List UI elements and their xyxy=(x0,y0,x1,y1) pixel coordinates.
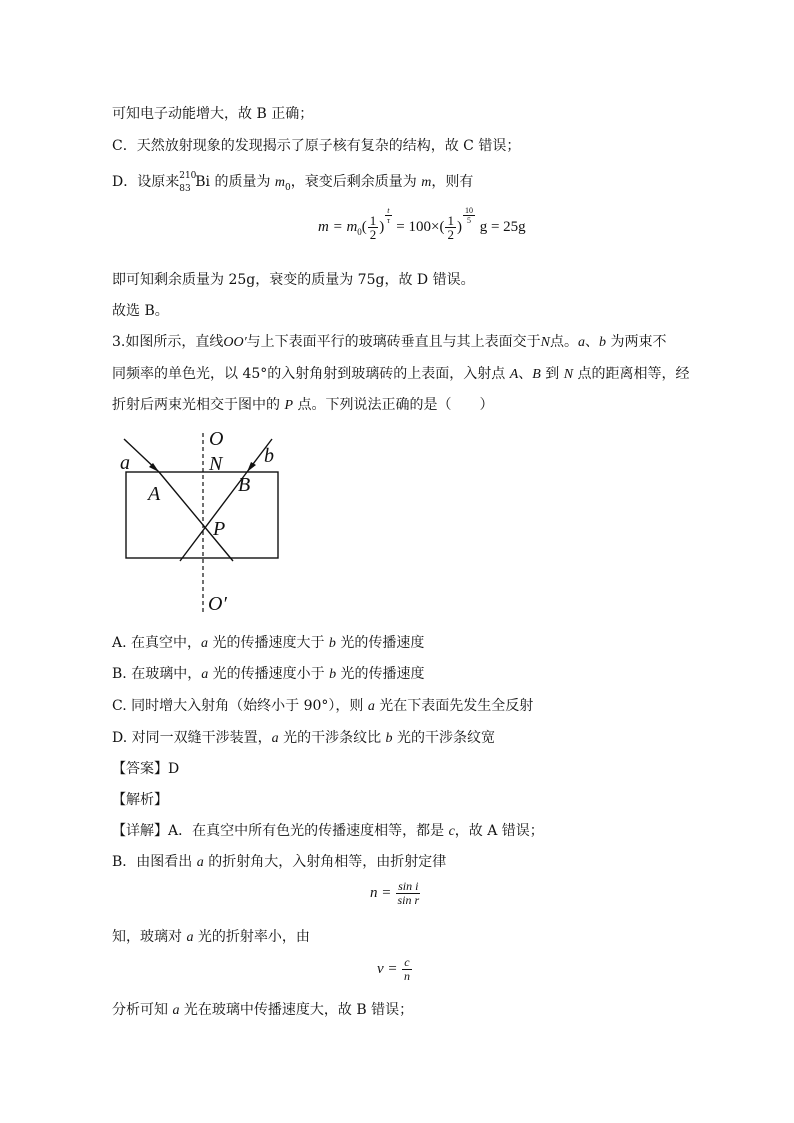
question-3-line-2: 同频率的单色光，以 45°的入射角射到玻璃砖的上表面，入射点 A、B 到 N 点的距离相等，经 xyxy=(112,366,690,382)
arrow-b-icon xyxy=(247,462,256,472)
nuclide-symbol: 210 83 xyxy=(179,171,197,194)
label-b: b xyxy=(264,445,274,467)
answer-line: 【答案】D xyxy=(112,761,180,777)
label-point-a: A xyxy=(148,483,161,505)
analysis-heading: 【解析】 xyxy=(112,792,168,808)
detail-line-speed-conclusion: 分析可知 a 光在玻璃中传播速度大，故 B 错误； xyxy=(112,1002,414,1018)
text-line-electron-kinetic: 可知电子动能增大，故 B 正确； xyxy=(112,106,314,122)
text-line-remaining-mass: 即可知剩余质量为 25g，衰变的质量为 75g，故 D 错误。 xyxy=(112,272,475,288)
label-n: N xyxy=(209,453,223,475)
light-ray-b xyxy=(180,439,272,561)
label-a: a xyxy=(120,452,130,474)
text-line-option-d-explain: D．设原来 210 83 Bi 的质量为 $m_0$，衰变后剩余质量为 m，则有 xyxy=(112,171,474,194)
detail-line-b: B．由图看出 a 的折射角大，入射角相等，由折射定律 xyxy=(112,854,447,870)
formula-decay: $m = m_0$( $\frac{1}{2}$ ) $\frac{t}{\tau}$ = 100×( $\frac{1}{2}$ ) $\frac{10}{5}$ g = 25g xyxy=(318,206,526,242)
label-point-b: B xyxy=(238,474,251,496)
detail-line-refractive-index: 知，玻璃对 a 光的折射率小，由 xyxy=(112,929,310,945)
label-o: O xyxy=(209,428,224,450)
detail-line-a: 【详解】A．在真空中所有色光的传播速度相等，都是 c，故 A 错误； xyxy=(112,823,544,839)
option-b: B. 在玻璃中，a 光的传播速度小于 b 光的传播速度 xyxy=(112,666,425,682)
text-line-option-c-explain: C．天然放射现象的发现揭示了原子核有复杂的结构，故 C 错误； xyxy=(112,138,521,154)
label-o-prime: O′ xyxy=(208,593,227,615)
glass-brick-figure xyxy=(112,425,302,620)
option-d: D. 对同一双缝干涉装置，a 光的干涉条纹比 b 光的干涉条纹宽 xyxy=(112,730,495,746)
option-c: C. 同时增大入射角（始终小于 90°），则 a 光在下表面先发生全反射 xyxy=(112,698,534,714)
formula-refraction-law: n = $\frac{\text{sin i}}{\text{sin r}}$ xyxy=(370,879,420,907)
formula-speed: v = $\frac{c}{n}$ xyxy=(377,955,410,983)
question-3-line-3: 折射后两束光相交于图中的 P 点。下列说法正确的是（ ） xyxy=(112,397,494,413)
question-3-line-1: 3.如图所示，直线OO′与上下表面平行的玻璃砖垂直且与其上表面交于N点。a、b 为两束不 xyxy=(112,334,667,350)
label-point-p: P xyxy=(213,518,226,540)
option-a: A. 在真空中，a 光的传播速度大于 b 光的传播速度 xyxy=(112,635,425,651)
text-line-choose-b: 故选 B。 xyxy=(112,303,169,319)
